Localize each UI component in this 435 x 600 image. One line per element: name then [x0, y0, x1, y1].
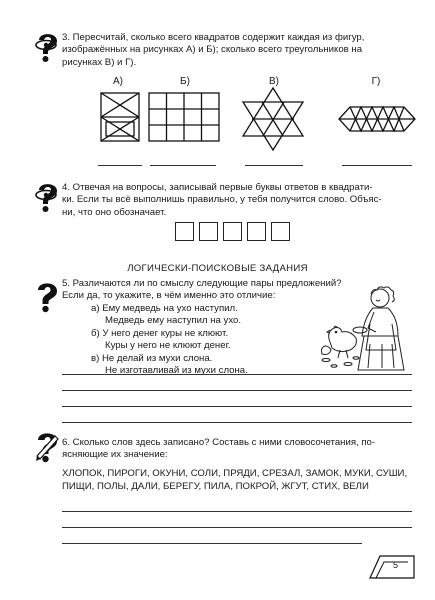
- task6-word-list: ХЛОПОК, ПИРОГИ, ОКУНИ, СОЛИ, ПРЯДИ, СРЕЗАЛ, ЗАМОК, МУКИ, СУШИ, ПИЩИ, ПОЛЫ, ДАЛИ, БЕРЕГУ, ПИЛА, ПОКРОЙ, ЖГУТ, СТИХ, ВЕЛИ: [62, 468, 408, 492]
- answer-line[interactable]: [62, 511, 412, 512]
- figure-b-grid: [148, 92, 220, 142]
- pair-line: Медведь ему наступил на ухо.: [105, 315, 242, 327]
- task6-text: [62, 437, 412, 462]
- figure-g-strip: [338, 106, 416, 132]
- task5-pairs: [91, 303, 311, 377]
- task4-line: ки. Если ты всё выполнишь правильно, у тебя получится слово. Объяс-: [62, 194, 382, 206]
- question-mark-icon: [33, 280, 61, 314]
- letter-box[interactable]: [199, 222, 218, 241]
- letter-box[interactable]: [271, 222, 290, 241]
- pair-line: б) У него денег куры не клюют.: [91, 327, 229, 339]
- section-title: ЛОГИЧЕСКИ-ПОИСКОВЫЕ ЗАДАНИЯ: [127, 263, 308, 274]
- answer-line[interactable]: [62, 390, 412, 391]
- page-number-flag: [368, 552, 416, 580]
- task3-text: [62, 32, 412, 69]
- pair-line: Не изготавливай из мухи слона.: [105, 365, 248, 377]
- pair-line: в) Не делай из мухи слона.: [91, 352, 213, 364]
- task5-line: Если да, то укажите, в чём именно это отличие:: [62, 290, 276, 302]
- answer-line[interactable]: [98, 165, 142, 166]
- task4-line: ни, что оно обозначает.: [62, 206, 167, 218]
- pair-line: Куры у него не клюют денег.: [105, 340, 231, 352]
- answer-line[interactable]: [62, 527, 412, 528]
- figure-label-v: В): [269, 76, 279, 87]
- answer-line[interactable]: [150, 165, 216, 166]
- figure-a-squares: [100, 92, 140, 142]
- task5-line: 5. Различаются ли по смыслу следующие пары предложений?: [62, 278, 342, 289]
- task3-line: изображённых на рисунках А) и Б); сколько всего треугольников на: [62, 44, 363, 56]
- page-number: 5: [393, 560, 399, 570]
- task3-line: 3. Пересчитай, сколько всего квадратов содержит каждая из фигур,: [62, 32, 365, 43]
- task6-line: 6. Сколько слов здесь записано? Составь с ними словосочетания, по-: [62, 437, 376, 448]
- illustration-woman-chickens: [318, 284, 410, 374]
- figure-label-b: Б): [180, 76, 190, 87]
- task3-line: рисунках В) и Г).: [62, 56, 137, 68]
- letter-box[interactable]: [223, 222, 242, 241]
- answer-line[interactable]: [245, 165, 303, 166]
- answer-line[interactable]: [62, 406, 412, 407]
- task4-text: [62, 182, 412, 219]
- question-eye-icon: [33, 30, 61, 64]
- answer-line[interactable]: [62, 374, 412, 375]
- figure-label-a: А): [113, 76, 123, 87]
- task6-line: ясняющие их значение:: [62, 449, 168, 461]
- pair-line: а) Ему медведь на ухо наступил.: [91, 303, 238, 314]
- task4-line: 4. Отвечая на вопросы, записывай первые буквы ответов в квадрати-: [62, 182, 373, 193]
- answer-line[interactable]: [62, 543, 362, 544]
- letter-box[interactable]: [175, 222, 194, 241]
- question-eye-icon: [33, 180, 61, 214]
- figure-v-star: [240, 86, 306, 152]
- answer-line[interactable]: [342, 165, 412, 166]
- question-pen-icon: [33, 430, 61, 464]
- answer-line[interactable]: [62, 422, 412, 423]
- letter-box[interactable]: [247, 222, 266, 241]
- figure-label-g: Г): [371, 76, 381, 87]
